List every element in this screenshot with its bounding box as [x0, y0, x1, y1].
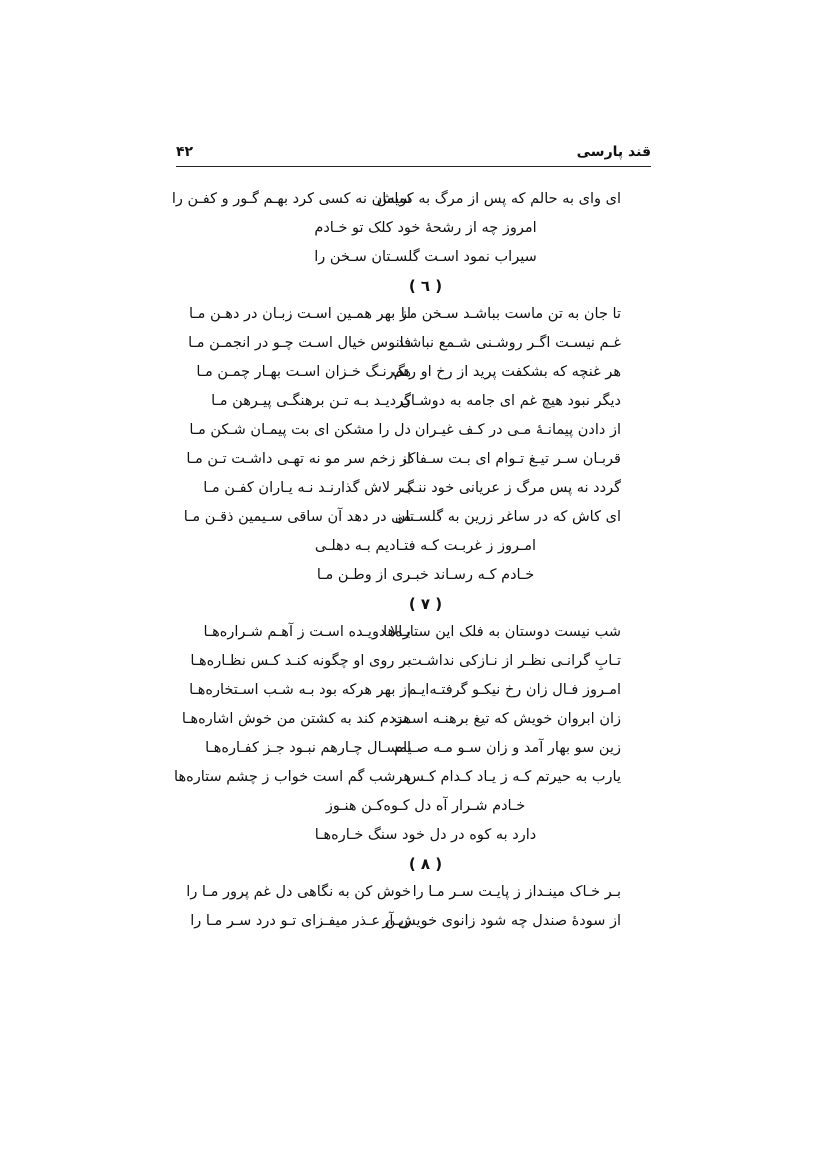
second-hemistich: فانوس خیال اسـت چـو در انجمـن مـا — [188, 335, 411, 351]
second-hemistich: هردم کند به کشتن من خوش اشاره‌هـا — [181, 711, 411, 727]
couplet — [176, 503, 651, 532]
couplet — [176, 618, 651, 647]
first-hemistich: ای کاش که در ساغر زرین به گلسـتان — [394, 509, 621, 525]
closing-line: دارد به کوه در دل خود سنگ خـاره‌هـا — [314, 827, 537, 843]
couplet — [176, 416, 651, 445]
first-hemistich: از سودهٔ صندل چه شود زانوی خویش آر — [382, 913, 621, 929]
second-hemistich: هم‌رنـگ خـزان اسـت بهـار چمـن مـا — [196, 364, 411, 380]
closing-line: امروز چه از رشحهٔ خود کلک تو خـادم — [314, 220, 537, 236]
first-hemistich: از دادن پیمانـهٔ مـی در کـف غیـران — [414, 422, 621, 438]
couplet — [176, 329, 651, 358]
page-header — [176, 140, 651, 167]
closing-line: امـروز ز غربـت کـه فتـادیم بـه دهلـی — [314, 538, 537, 554]
second-hemistich: امسـال چـارهم نبـود جـز کفـاره‌هـا — [205, 740, 411, 756]
couplet — [176, 734, 651, 763]
couplet — [176, 676, 651, 705]
first-hemistich: یارب به حیرتم کـه ز یـاد کـدام کـس — [406, 769, 621, 785]
second-hemistich: بر روی او چگونه کنـد کـس نظـاره‌هـا — [190, 653, 411, 669]
first-hemistich: غـم نیسـت اگـر روشـنی شـمع نباشـد — [397, 335, 621, 351]
couplet — [176, 300, 651, 329]
section-number: ( ٨ ) — [408, 855, 443, 873]
couplet — [176, 474, 651, 503]
couplet — [176, 878, 651, 907]
section-number: ( ٧ ) — [408, 595, 443, 613]
second-hemistich: از زخم سر مو نه تهـی داشـت تـن مـا — [186, 451, 411, 467]
closing-line: سیراب نمود اسـت گلسـتان سـخن را — [314, 249, 537, 265]
second-hemistich: گردیـد بـه تـن برهنگـی پیـرهن مـا — [211, 393, 411, 409]
running-title: قند پارسی — [576, 144, 651, 160]
page-number: ۴۲ — [176, 144, 194, 160]
second-hemistich: بـالا دویـده اسـت ز آهـم شـراره‌هـا — [203, 624, 411, 640]
couplet — [176, 358, 651, 387]
couplet — [176, 387, 651, 416]
closing-line: خـادم کـه رسـاند خبـری از وطـن مـا — [316, 567, 535, 583]
second-hemistich: دل را مشکن ای بت پیمـان شـکن مـا — [189, 422, 411, 438]
first-hemistich: گردد نه پس مرگ ز عریانی خود ننـگ — [401, 480, 621, 496]
second-hemistich: از بهر همـین اسـت زبـان در دهـن مـا — [188, 306, 411, 322]
couplet — [171, 185, 651, 214]
first-hemistich: ای وای به حالم که پس از مرگ به کویش — [376, 191, 621, 207]
couplet — [176, 705, 651, 734]
couplet — [176, 907, 651, 936]
second-hemistich: خوش کن به نگاهی دل غم پرور مـا را — [186, 884, 411, 900]
closing-line: خـادم شـرار آه دل کـوه‌کـن هنـوز — [325, 798, 526, 814]
first-hemistich: زان ابروان خویش که تیغ برهنـه اسـت — [393, 711, 621, 727]
second-hemistich: هرشب گم است خواب ز چشم ستاره‌ها — [174, 769, 411, 785]
first-hemistich: شب نیست دوستان به فلک این ستاره‌ها — [383, 624, 621, 640]
section-number: ( ٦ ) — [408, 277, 443, 295]
first-hemistich: قربـان سـر تیـغ تـوام ای بـت سـفاک — [402, 451, 621, 467]
second-hemistich: بـر لاش گذارنـد نـه یـاران کفـن مـا — [203, 480, 411, 496]
first-hemistich: تا جان به تن ماست بباشـد سـخن مـا — [400, 306, 621, 322]
couplet — [176, 763, 651, 792]
second-hemistich: زیـن عـذر میفـزای تـو درد سـر مـا را — [190, 913, 411, 929]
poem-body — [171, 185, 651, 936]
couplet — [176, 647, 651, 676]
first-hemistich: امـروز فـال زان رخ نیکـو گرفتـه‌ایـم — [407, 682, 621, 698]
first-hemistich: زین سو بهار آمد و زان سـو مـه صـیام — [394, 740, 621, 756]
first-hemistich: بـر خـاک مینـداز ز پایـت سـر مـا را — [412, 884, 621, 900]
first-hemistich: هر غنچه که بشکفت پرید از رخ او رنگ — [392, 364, 621, 380]
second-hemistich: سامان نه کسی کرد بهـم گـور و کفـن را — [171, 191, 411, 207]
couplet — [176, 445, 651, 474]
first-hemistich: تـابِ گرانـی نظـر از نـازکی نداشـت — [408, 653, 621, 669]
second-hemistich: از بهر هرکه بود بـه شـب اسـتخاره‌هـا — [189, 682, 411, 698]
first-hemistich: دیگر نبود هیچ غم ای جامه به دوشـان — [400, 393, 621, 409]
second-hemistich: می در دهد آن ساقی سـیمین ذقـن مـا — [183, 509, 411, 525]
